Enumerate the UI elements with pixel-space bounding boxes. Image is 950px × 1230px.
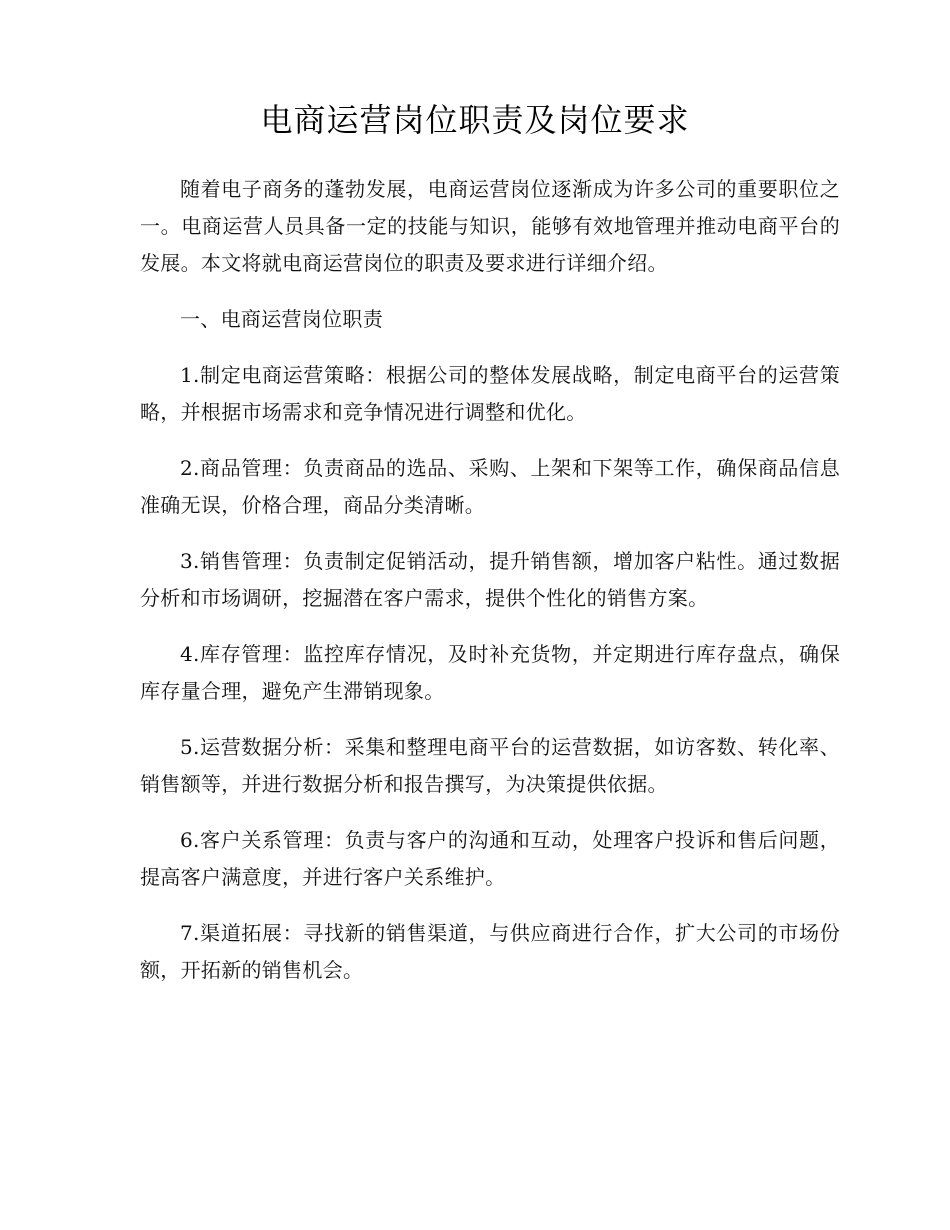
section-heading: 一、电商运营岗位职责 bbox=[180, 307, 383, 331]
intro-paragraph: 随着电子商务的蓬勃发展，电商运营岗位逐渐成为许多公司的重要职位之一。电商运营人员具备一定的技能与知识，能够有效地管理并推动电商平台的发展。本文将就电商运营岗位的职责及要求进行详细介绍。 bbox=[140, 177, 840, 275]
duty-item-6: 6.客户关系管理：负责与客户的沟通和互动，处理客户投诉和售后问题，提高客户满意度，并进行客户关系维护。 bbox=[140, 828, 840, 889]
duty-item-2: 2.商品管理：负责商品的选品、采购、上架和下架等工作，确保商品信息准确无误，价格合理，商品分类清晰。 bbox=[140, 456, 840, 517]
document-title: 电商运营岗位职责及岗位要求 bbox=[260, 101, 690, 139]
duty-item-4: 4.库存管理：监控库存情况，及时补充货物，并定期进行库存盘点，确保库存量合理，避免产生滞销现象。 bbox=[140, 642, 840, 703]
duty-item-1: 1.制定电商运营策略：根据公司的整体发展战略，制定电商平台的运营策略，并根据市场需求和竞争情况进行调整和优化。 bbox=[140, 363, 840, 424]
duty-item-3: 3.销售管理：负责制定促销活动，提升销售额，增加客户粘性。通过数据分析和市场调研，挖掘潜在客户需求，提供个性化的销售方案。 bbox=[140, 549, 840, 610]
duty-item-5: 5.运营数据分析：采集和整理电商平台的运营数据，如访客数、转化率、销售额等，并进行数据分析和报告撰写，为决策提供依据。 bbox=[140, 735, 840, 796]
document-body bbox=[140, 171, 840, 1008]
duty-item-7: 7.渠道拓展：寻找新的销售渠道，与供应商进行合作，扩大公司的市场份额，开拓新的销售机会。 bbox=[140, 921, 840, 982]
